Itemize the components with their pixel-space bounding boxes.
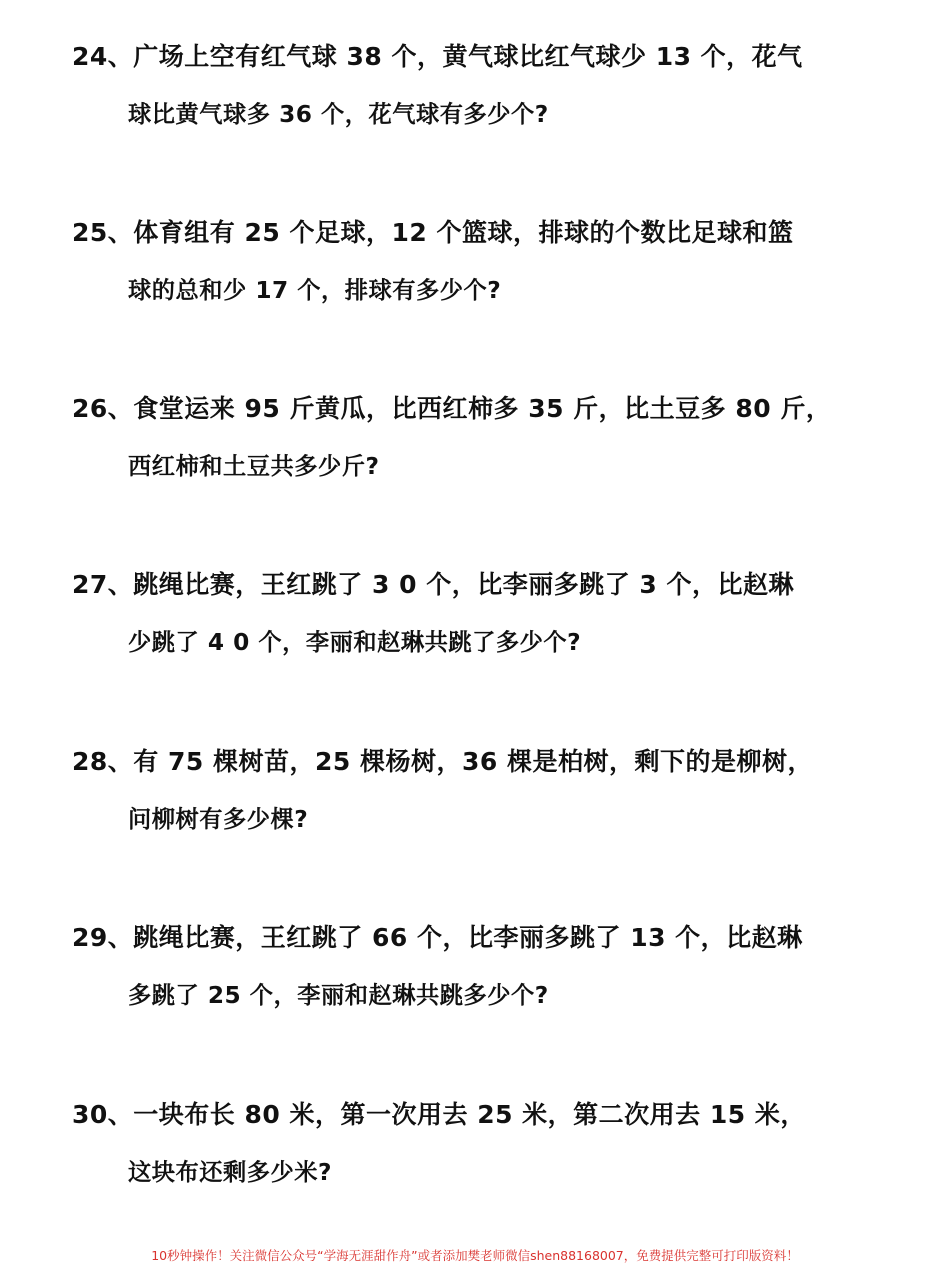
problem-26-line2: 西红柿和土豆共多少斤? [128,453,380,480]
problem-29-line1: 29、跳绳比赛，王红跳了 66 个，比李丽多跳了 13 个，比赵琳 [72,923,803,952]
problem-30-line1: 30、一块布长 80 米，第一次用去 25 米，第二次用去 15 米， [72,1100,806,1129]
problem-24-line1: 24、广场上空有红气球 38 个，黄气球比红气球少 13 个，花气 [72,42,803,71]
problem-25-line1: 25、体育组有 25 个足球，12 个篮球，排球的个数比足球和篮 [72,218,794,247]
problem-25 [72,216,872,308]
problem-26-line1: 26、食堂运来 95 斤黄瓜，比西红柿多 35 斤，比土豆多 80 斤， [72,394,832,423]
problem-29-line2: 多跳了 25 个，李丽和赵琳共跳多少个? [128,982,549,1009]
problem-30-line2: 这块布还剩多少米? [128,1159,332,1186]
problem-28-line2: 问柳树有多少棵? [128,806,309,833]
problem-27-line2: 少跳了 4 0 个，李丽和赵琳共跳了多少个? [128,629,582,656]
problem-27 [72,568,872,660]
problem-26 [72,392,872,484]
problem-28-line1: 28、有 75 棵树苗，25 棵杨树，36 棵是柏树，剩下的是柳树， [72,747,813,776]
problem-24-line2: 球比黄气球多 36 个，花气球有多少个? [128,101,549,128]
problem-27-line1: 27、跳绳比赛，王红跳了 3 0 个，比李丽多跳了 3 个，比赵琳 [72,570,794,599]
problem-25-line2: 球的总和少 17 个，排球有多少个? [128,277,502,304]
problem-28 [72,745,872,837]
problem-24 [72,40,872,132]
promo-footer: 10秒钟操作！关注微信公众号“学海无涯甜作舟”或者添加樊老师微信shen88168007，免费提供完整可打印版资料！ [151,1248,799,1263]
problem-30 [72,1098,872,1190]
problem-29 [72,921,872,1013]
